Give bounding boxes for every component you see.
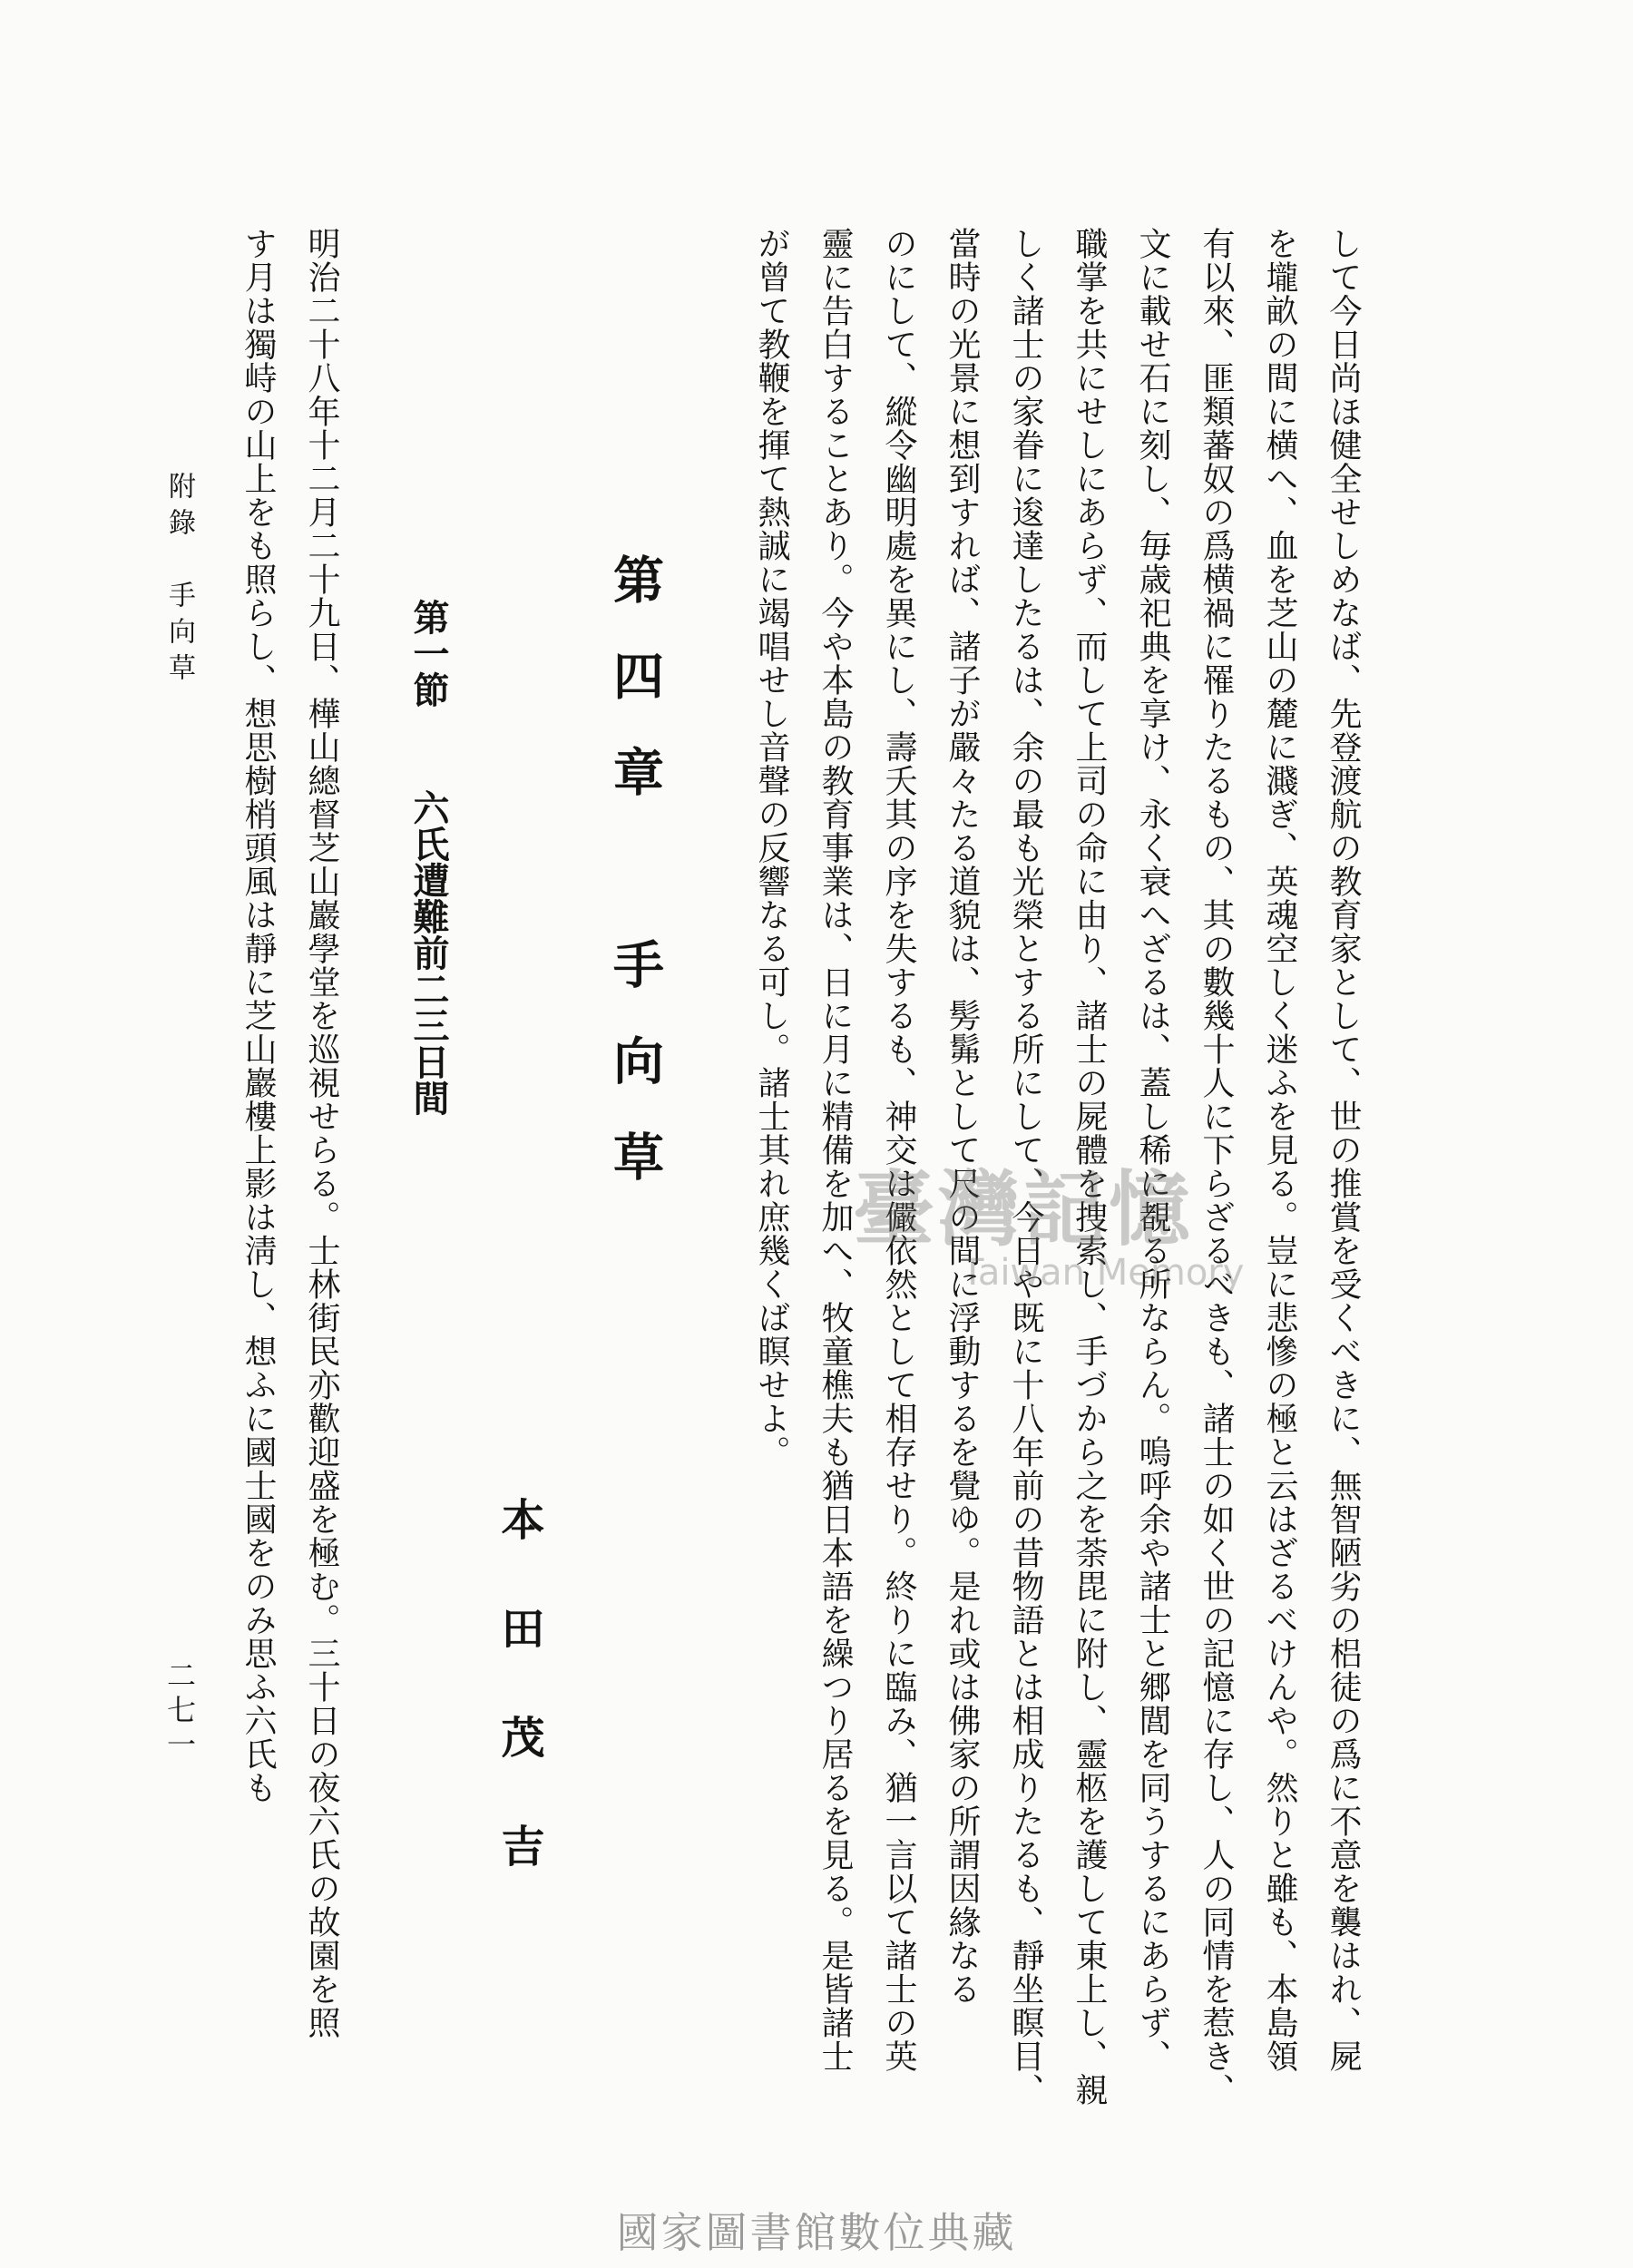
body-line-4: 文に載せ石に刻し、毎歳祀典を享け、永く衰へざるは、蓋し稀に覩る所ならん。嗚呼余や諸士と郷閭を同うするにあらず、 [1134, 227, 1171, 2073]
body-line-8: のにして、縱令幽明處を異にし、壽夭其の序を失するも、神交は儼依然として相存せり。終りに臨み、猶一言以て諸士の英 [880, 227, 917, 2073]
watermark-main: 臺灣記憶 [853, 1162, 1194, 1257]
body-line-6: しく諸士の家眷に逡達したるは、余の最も光榮とする所にして、今日や既に十八年前の昔物語とは相成りたるも、靜坐瞑目、 [1007, 227, 1044, 2107]
body-line-10: が曾て教鞭を揮て熱誠に竭唱せし音聲の反響なる可し。諸士其れ庶幾くば瞑せよ。 [753, 227, 790, 1469]
body-line-3: 有以來、匪類蕃奴の爲横禍に罹りたるもの、其の數幾十人に下らざるべきも、諸士の如く世の記憶に存し、人の同情を惹き、 [1198, 227, 1235, 2107]
body-line-1: して今日尚ほ健全せしめなば、先登渡航の教育家として、世の推賞を受くべきに、無智陋劣の梠徒の爲に不意を襲はれ、屍 [1325, 227, 1362, 2073]
body-line-2: を壠畝の間に横へ、血を芝山の麓に濺ぎ、英魂空しく迷ふを見る。豈に悲慘の極と云はざるべけんや。然りと雖も、本島領 [1261, 227, 1298, 2073]
section-line-1: 明治二十八年十二月二十九日、樺山總督芝山巖學堂を巡視せらる。士林街民亦歡迎盛を極む。三十日の夜六氏の故園を照 [303, 227, 340, 2039]
watermark-sub: Taiwan Memory [962, 1252, 1245, 1294]
footer-credit: 國家圖書館數位典藏 [616, 2208, 1017, 2257]
running-header: 附錄 手向草 [163, 472, 195, 689]
body-line-9: 靈に告白することあり。今や本島の教育事業は、日に月に精備を加へ、牧童樵夫も猶日本語を繰つり居るを見る。是皆諸士 [816, 227, 854, 2073]
chapter-title: 第四章 手向草 [605, 553, 665, 1227]
body-line-7: 當時の光景に想到すれば、諸子が嚴々たる道貌は、髣髴として尺の間に浮動するを覺ゆ。是れ或は佛家の所謂因緣なる [944, 227, 981, 2006]
body-line-5: 職掌を共にせしにあらず、而して上司の命に由り、諸士の屍體を捜索し、手づから之を荼毘に附し、靈柩を護して東上し、親 [1071, 227, 1108, 2107]
section-line-2: す月は獨峙の山上をも照らし、想思樹梢頭風は靜に芝山巖樓上影は淸し、想ふに國士國をのみ思ふ六氏も [240, 227, 277, 1804]
page-number: 二七一 [162, 1660, 197, 1764]
section-number: 第一節 [407, 599, 450, 708]
author-name: 本田茂吉 [494, 1497, 544, 1932]
watermark [853, 1143, 1325, 1294]
section-title: 六氏遭難前二三日間 [407, 789, 450, 1116]
section-heading [407, 599, 450, 1116]
